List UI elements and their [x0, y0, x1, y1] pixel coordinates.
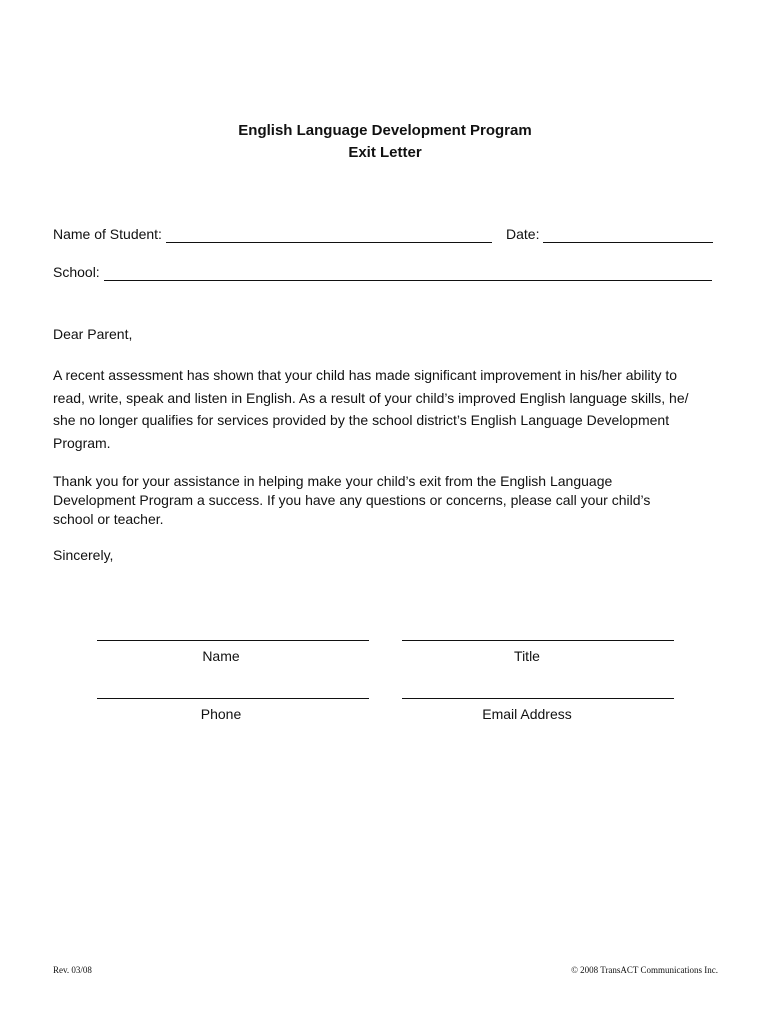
- student-name-label: Name of Student:: [53, 226, 162, 242]
- closing: Sincerely,: [53, 547, 114, 563]
- paragraph-2-line: Thank you for your assistance in helping make your child’s exit from the English Language: [53, 473, 613, 489]
- paragraph-2-line: school or teacher.: [53, 511, 164, 527]
- document-title: English Language Development Program: [238, 122, 532, 139]
- email-signature-line[interactable]: [402, 698, 674, 699]
- date-field[interactable]: [543, 229, 713, 243]
- email-label: Email Address: [482, 706, 572, 722]
- paragraph-1-line: A recent assessment has shown that your child has made significant improvement in his/her ability to: [53, 367, 678, 383]
- paragraph-1: [53, 364, 733, 454]
- date-label: Date:: [506, 226, 540, 242]
- school-field[interactable]: [104, 267, 712, 281]
- copyright-note: © 2008 TransACT Communications Inc.: [571, 965, 718, 975]
- name-signature-line[interactable]: [97, 640, 369, 641]
- paragraph-1-line: read, write, speak and listen in English. As a result of your child’s improved English language skills, he/: [53, 389, 689, 406]
- paragraph-2-line: Development Program a success. If you have any questions or concerns, please call your child’s: [53, 492, 651, 508]
- phone-label: Phone: [200, 706, 242, 722]
- title-label: Title: [514, 648, 540, 664]
- document-subtitle: Exit Letter: [348, 144, 422, 161]
- date-row: [506, 225, 713, 243]
- school-label: School:: [53, 264, 100, 280]
- student-name-field[interactable]: [166, 229, 492, 243]
- revision-note: Rev. 03/08: [53, 965, 92, 975]
- paragraph-1-line: she no longer qualifies for services provided by the school district’s English Language Development: [53, 412, 670, 428]
- phone-signature-line[interactable]: [97, 698, 369, 699]
- salutation: Dear Parent,: [53, 326, 133, 342]
- school-row: [53, 263, 712, 281]
- paragraph-1-line: Program.: [53, 434, 111, 451]
- name-label: Name: [202, 648, 240, 664]
- title-signature-line[interactable]: [402, 640, 674, 641]
- paragraph-2: [53, 472, 733, 529]
- student-name-row: [53, 225, 492, 243]
